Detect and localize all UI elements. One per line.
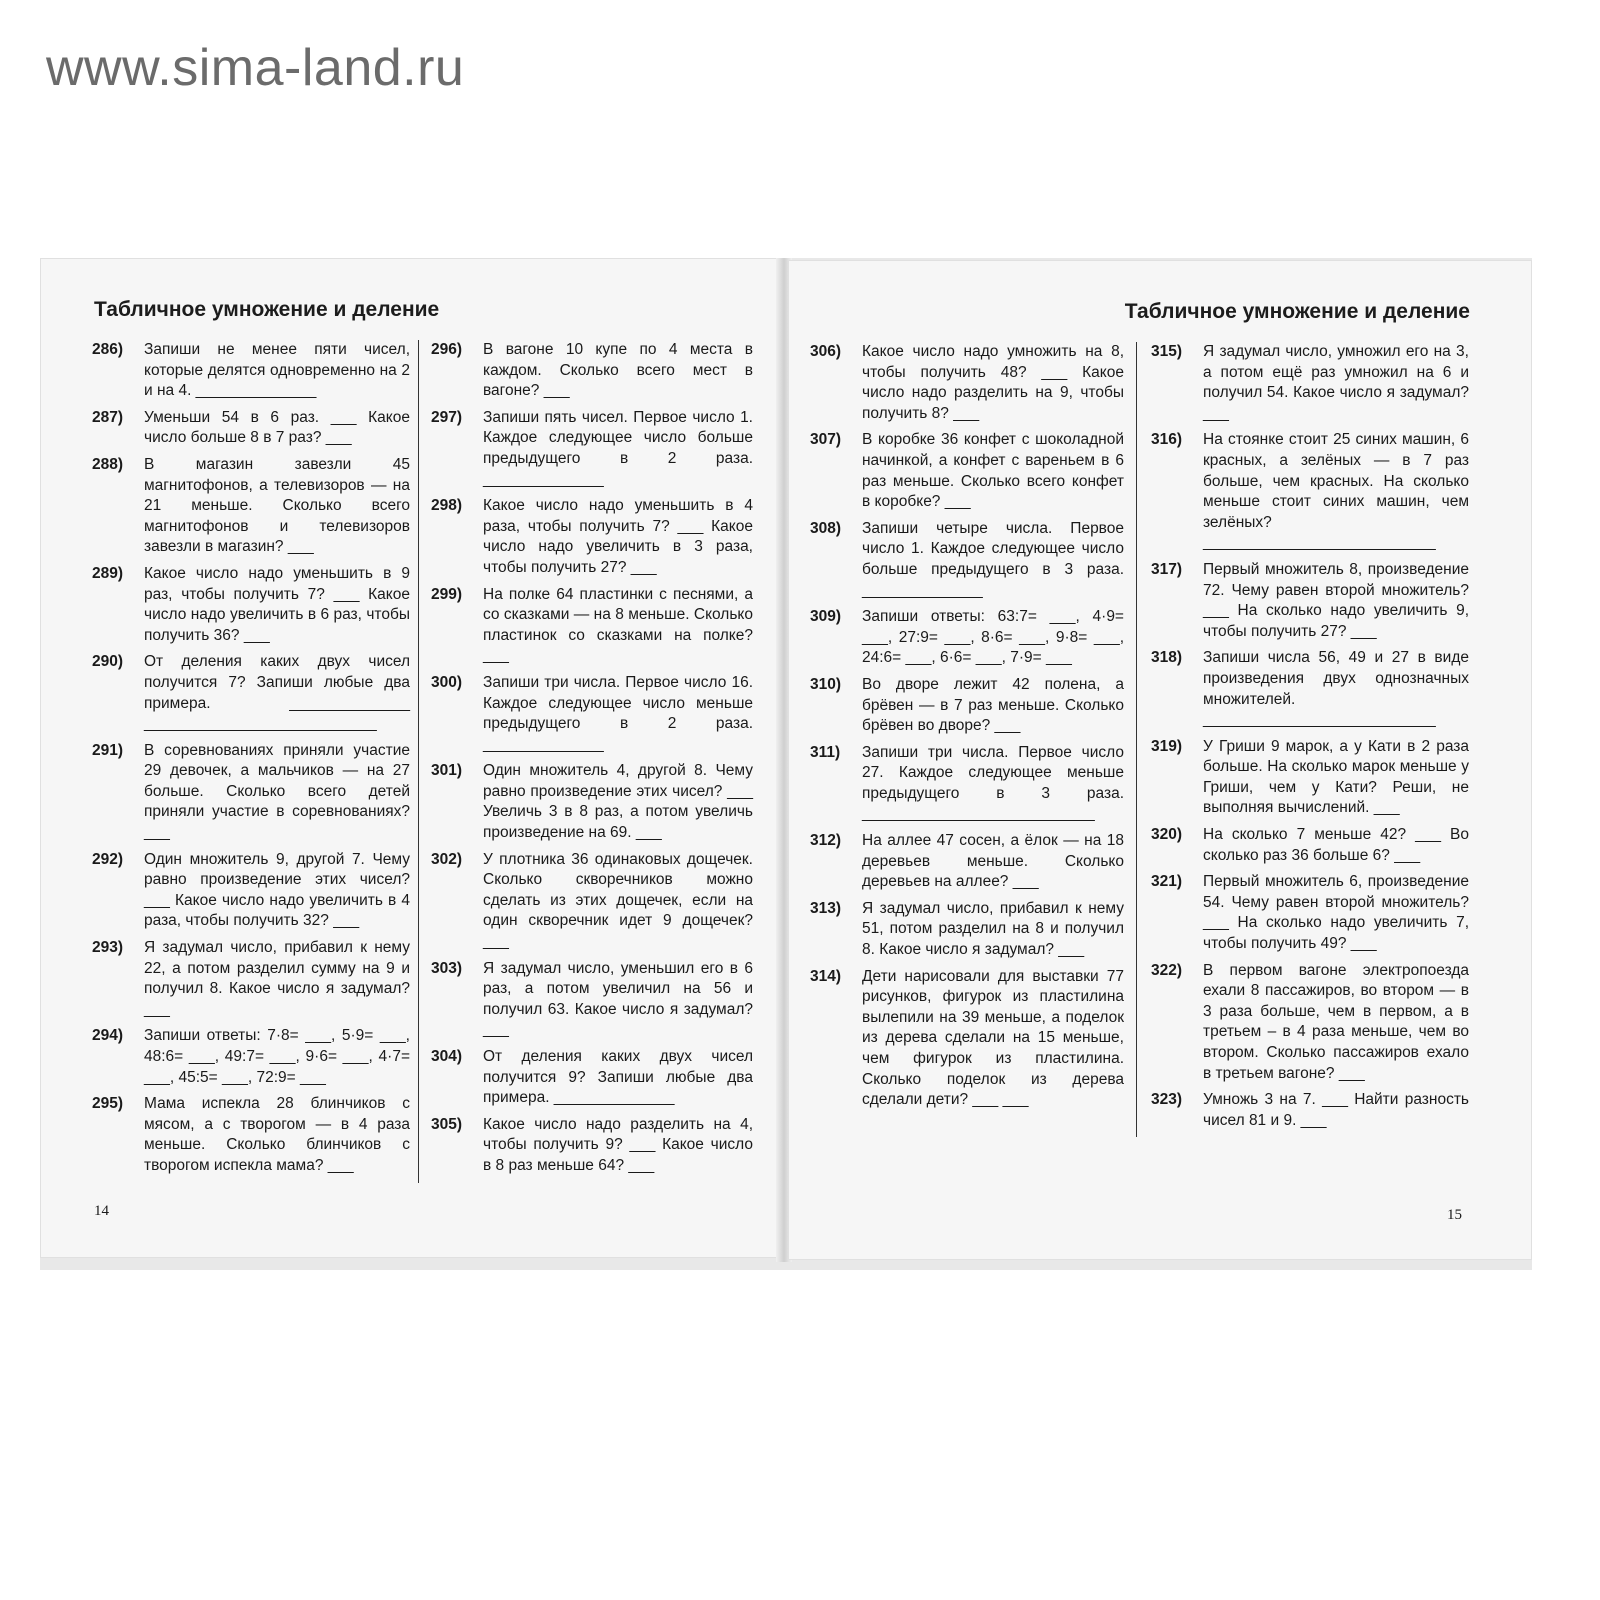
task-item <box>431 1115 753 1177</box>
task-text: В магазин завезли 45 магнитофонов, а телевизоров — на 21 меньше. Сколько всего магнитофонов и телевизоров завезли в магазин? ___ <box>144 455 410 556</box>
task-text: Запиши ответы: 63:7= ___, 4·9= ___, 27:9= ___, 8·6= ___, 9·8= ___, 24:6= ___, 6·6= ___, 7·9= ___ <box>862 608 1124 667</box>
task-text: У Гриши 9 марок, а у Кати в 2 раза больше. На сколько марок меньше у Гриши, чем у Кати? Реши, не выполняя вычислений. ___ <box>1203 737 1469 817</box>
task-item <box>92 340 410 402</box>
right-column-2 <box>1136 342 1469 1137</box>
task-text: Мама испекла 28 блинчиков с мясом, а с творогом — в 4 раза меньше. Сколько блинчиков с творогом испекла мама? ___ <box>144 1095 410 1174</box>
task-item <box>1151 1090 1469 1131</box>
task-text: У плотника 36 одинаковых дощечек. Сколько скворечников можно сделать из этих дощечек, если на один скворечник идет 9 дощечек? ___ <box>483 850 753 951</box>
task-item <box>810 675 1124 737</box>
task-item <box>1151 560 1469 642</box>
task-number: 303) <box>431 959 463 977</box>
task-number: 302) <box>431 850 463 868</box>
task-item <box>810 967 1124 1111</box>
watermark-url: www.sima-land.ru <box>46 39 465 97</box>
task-number: 309) <box>810 608 842 626</box>
task-text: Уменьши 54 в 6 раз. ___ Какое число больше 8 в 7 раз? ___ <box>144 408 410 447</box>
task-text: Я задумал число, умножил его на 3, а потом ещё раз умножил на 6 и получил 54. Какое число я задумал? ___ <box>1203 343 1469 422</box>
task-number: 322) <box>1151 961 1183 979</box>
task-text: Я задумал число, уменьшил его в 6 раз, а потом увеличил на 56 и получил 63. Какое число я задумал? ___ <box>483 959 753 1039</box>
task-number: 306) <box>810 343 842 360</box>
task-item <box>431 340 753 402</box>
task-item <box>810 342 1124 424</box>
task-text: В первом вагоне электропоезда ехали 8 пассажиров, во втором — в 3 раза больше, чем в первом, а в третьем – в 4 раза меньше, чем во втором. Сколько пассажиров ехало в третьем вагоне? ___ <box>1203 961 1469 1082</box>
task-text: Запиши три числа. Первое число 16. Каждое следующее число меньше предыдущего в 2 раза. ______________ <box>483 673 753 753</box>
task-text: Во дворе лежит 42 полена, а брёвен — в 7 раз меньше. Сколько брёвен во дворе? ___ <box>862 675 1124 735</box>
task-item <box>810 430 1124 512</box>
task-text: В вагоне 10 купе по 4 места в каждом. Сколько всего мест в вагоне? ___ <box>483 341 753 400</box>
task-item <box>431 959 753 1041</box>
task-number: 316) <box>1151 431 1183 449</box>
task-number: 295) <box>92 1095 124 1113</box>
task-item <box>431 1047 753 1109</box>
task-number: 298) <box>431 497 463 515</box>
task-item <box>92 1094 410 1176</box>
task-number: 296) <box>431 341 463 358</box>
task-item <box>810 831 1124 893</box>
task-item <box>431 673 753 755</box>
page-number: 14 <box>94 1203 109 1219</box>
task-number: 318) <box>1151 649 1183 667</box>
task-number: 294) <box>92 1027 124 1045</box>
task-text: Какое число надо умножить на 8, чтобы получить 48? ___ Какое число надо разделить на 9, чтобы получить 8? ___ <box>862 343 1124 422</box>
task-item <box>92 564 410 646</box>
task-item <box>810 743 1124 825</box>
task-text: В соревнованиях приняли участие 29 девочек, а мальчиков — на 27 больше. Сколько всего детей приняли участие в соревнованиях? ___ <box>144 741 410 842</box>
task-item <box>92 652 410 734</box>
task-text: Первый множитель 6, произведение 54. Чему равен второй множитель? ___ На сколько надо увеличить 7, чтобы получить 49? ___ <box>1203 873 1469 953</box>
task-item <box>810 607 1124 669</box>
task-text: Запиши четыре числа. Первое число 1. Каждое следующее число больше предыдущего в 3 раза. ______________ <box>862 519 1124 599</box>
task-text: Запиши не менее пяти чисел, которые делятся одновременно на 2 и на 4. ______________ <box>144 341 410 400</box>
task-number: 287) <box>92 408 124 426</box>
task-number: 319) <box>1151 737 1183 755</box>
page-number: 15 <box>1447 1207 1462 1223</box>
task-number: 299) <box>431 585 463 603</box>
page-title: Табличное умножение и деление <box>1124 300 1470 323</box>
task-item <box>1151 961 1469 1085</box>
task-text: Я задумал число, прибавил к нему 51, потом разделил на 8 и получил 8. Какое число я задумал? ___ <box>862 899 1124 959</box>
task-number: 290) <box>92 653 124 671</box>
task-number: 323) <box>1151 1091 1183 1109</box>
task-text: На сколько 7 меньше 42? ___ Во сколько раз 36 больше 6? ___ <box>1203 826 1469 864</box>
task-number: 297) <box>431 408 463 426</box>
task-number: 314) <box>810 967 842 985</box>
task-number: 313) <box>810 899 842 917</box>
task-number: 308) <box>810 519 842 537</box>
task-number: 311) <box>810 743 841 761</box>
task-number: 288) <box>92 455 124 473</box>
task-item <box>1151 872 1469 954</box>
task-item <box>92 408 410 449</box>
right-page <box>788 260 1532 1260</box>
task-item <box>1151 430 1469 554</box>
task-number: 301) <box>431 762 463 780</box>
task-text: Умножь 3 на 7. ___ Найти разность чисел 81 и 9. ___ <box>1203 1091 1469 1129</box>
task-item <box>431 850 753 953</box>
page-title: Табличное умножение и деление <box>94 298 440 321</box>
task-item <box>92 741 410 844</box>
task-number: 300) <box>431 673 463 691</box>
task-number: 321) <box>1151 873 1183 891</box>
task-item <box>92 850 410 932</box>
left-column-1 <box>92 340 410 1183</box>
task-text: Запиши три числа. Первое число 27. Каждое следующее меньше предыдущего в 3 раза. ___________________________ <box>862 743 1124 823</box>
task-number: 305) <box>431 1115 463 1133</box>
task-text: Один множитель 4, другой 8. Чему равно произведение этих чисел? ___ Увеличь 3 в 8 раз, а потом увеличь произведение на 69. ___ <box>483 762 753 842</box>
task-item <box>92 938 410 1020</box>
task-item <box>431 408 753 490</box>
task-number: 292) <box>92 850 124 868</box>
task-number: 286) <box>92 341 124 358</box>
task-text: От деления каких двух чисел получится 7? Запиши любые два примера. ______________ ___________________________ <box>144 653 410 733</box>
task-item <box>92 1026 410 1088</box>
open-book <box>40 258 1532 1270</box>
task-number: 291) <box>92 741 124 759</box>
task-text: На полке 64 пластинки с песнями, а со сказками — на 8 меньше. Сколько пластинок со сказками на полке? ___ <box>483 585 753 665</box>
task-item <box>1151 737 1469 819</box>
task-text: Какое число надо разделить на 4, чтобы получить 9? ___ Какое число в 8 раз меньше 64? ___ <box>483 1115 753 1174</box>
task-item <box>92 455 410 558</box>
left-column-2 <box>418 340 753 1183</box>
task-number: 310) <box>810 675 842 693</box>
task-number: 304) <box>431 1048 463 1065</box>
task-text: Какое число надо уменьшить в 9 раз, чтобы получить 7? ___ Какое число надо увеличить в 6 раз, чтобы получить 36? ___ <box>144 564 410 644</box>
task-text: От деления каких двух чисел получится 9? Запиши любые два примера. ______________ <box>483 1048 753 1107</box>
task-number: 320) <box>1151 826 1183 844</box>
task-item <box>431 496 753 578</box>
task-text: Какое число надо уменьшить в 4 раза, чтобы получить 7? ___ Какое число надо увеличить в 3 раза, чтобы получить 27? ___ <box>483 497 753 576</box>
task-text: Запиши ответы: 7·8= ___, 5·9= ___, 48:6= ___, 49:7= ___, 9·6= ___, 4·7= ___, 45:5= ___, 72:9= ___ <box>144 1027 410 1086</box>
task-number: 315) <box>1151 343 1183 360</box>
task-text: Дети нарисовали для выставки 77 рисунков, фигурок из пластилина вылепили на 39 меньше, а поделок из дерева сделали на 15 меньше, чем фигурок из пластилина. Сколько поделок из дерева сделали дети? ___ ___ <box>862 967 1124 1109</box>
task-text: Запиши числа 56, 49 и 27 в виде произведения двух однозначных множителей. ___________________________ <box>1203 649 1469 729</box>
task-item <box>1151 648 1469 730</box>
task-item <box>810 899 1124 961</box>
task-text: Запиши пять чисел. Первое число 1. Каждое следующее число больше предыдущего в 2 раза. ______________ <box>483 408 753 488</box>
task-number: 307) <box>810 431 842 449</box>
task-text: Первый множитель 8, произведение 72. Чему равен второй множитель? ___ На сколько надо увеличить 9, чтобы получить 27? ___ <box>1203 560 1469 640</box>
task-number: 317) <box>1151 560 1183 578</box>
left-page <box>40 258 780 1258</box>
task-number: 312) <box>810 832 842 850</box>
task-text: На аллее 47 сосен, а ёлок — на 18 деревьев меньше. Сколько деревьев на аллее? ___ <box>862 832 1124 891</box>
right-column-1 <box>810 342 1124 1117</box>
task-item <box>1151 825 1469 866</box>
task-text: Я задумал число, прибавил к нему 22, а потом разделил сумму на 9 и получил 8. Какое число я задумал? ___ <box>144 939 410 1018</box>
task-number: 289) <box>92 564 124 582</box>
task-item <box>810 519 1124 601</box>
task-item <box>431 585 753 667</box>
task-item <box>431 761 753 843</box>
task-item <box>1151 342 1469 424</box>
task-text: Один множитель 9, другой 7. Чему равно произведение этих чисел? ___ Какое число надо увеличить в 4 раза, чтобы получить 32? ___ <box>144 850 410 930</box>
task-number: 293) <box>92 939 124 957</box>
task-text: На стоянке стоит 25 синих машин, 6 красных, а зелёных — в 7 раз больше, чем красных. На сколько меньше стоит синих машин, чем зелёных? ___________________________ <box>1203 431 1469 552</box>
task-text: В коробке 36 конфет с шоколадной начинкой, а конфет с вареньем в 6 раз меньше. Сколько всего конфет в коробке? ___ <box>862 431 1124 511</box>
